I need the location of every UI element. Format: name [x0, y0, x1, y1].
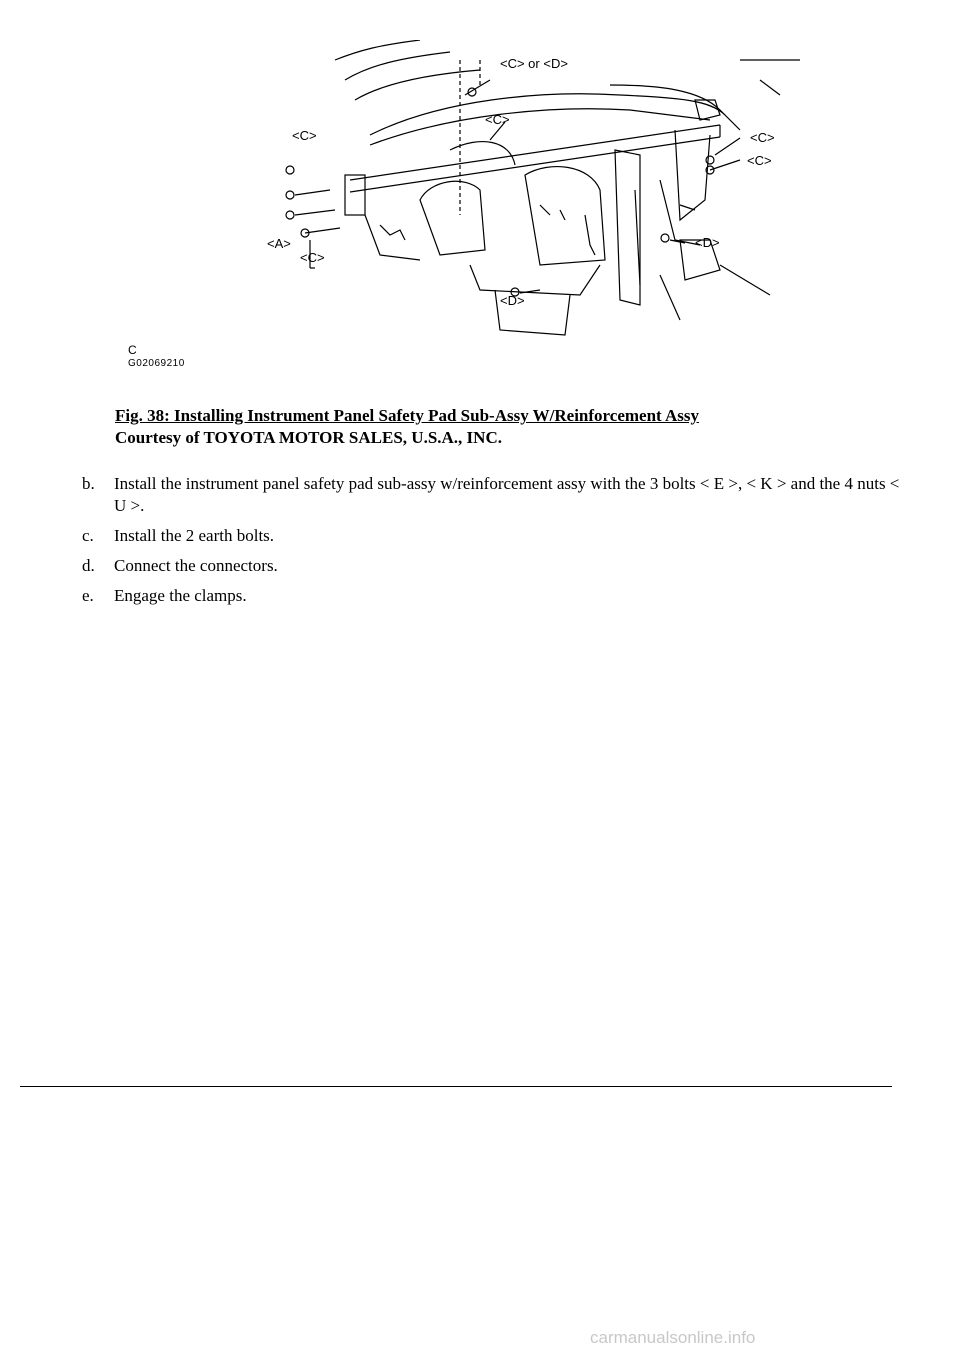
step-marker: e. [82, 586, 94, 605]
label-d-right: <D> [695, 235, 720, 250]
step-text: Connect the connectors. [114, 556, 278, 575]
label-c-right-1: <C> [750, 130, 775, 145]
step-text: Install the instrument panel safety pad sub-assy w/reinforcement assy with the 3 bolts < E >, < K > and the 4 nuts < U >. [114, 474, 900, 515]
callout-labels [267, 56, 775, 308]
footer-watermark: carmanualsonline.info [590, 1328, 756, 1347]
page-divider [20, 1086, 892, 1087]
diagram-linework [286, 40, 800, 335]
label-c-top-center: <C> [485, 112, 510, 127]
procedure-steps [82, 473, 902, 615]
diagram-svg [120, 40, 800, 385]
label-c-right-2: <C> [747, 153, 772, 168]
label-d-bottom: <D> [500, 293, 525, 308]
figure-corner-mark: C [128, 343, 137, 357]
label-c-or-d: <C> or <D> [500, 56, 568, 71]
step-item [82, 525, 902, 547]
label-c-left-top: <C> [292, 128, 317, 143]
step-text: Install the 2 earth bolts. [114, 526, 275, 545]
step-text: Engage the clamps. [114, 586, 247, 605]
caption-courtesy: Courtesy of TOYOTA MOTOR SALES, U.S.A., INC. [115, 428, 502, 447]
step-item [82, 585, 902, 607]
step-item [82, 473, 902, 517]
step-marker: c. [82, 526, 94, 545]
caption-title: Fig. 38: Installing Instrument Panel Safety Pad Sub-Assy W/Reinforcement Assy [115, 406, 700, 425]
step-marker: b. [82, 474, 95, 493]
step-marker: d. [82, 556, 95, 575]
label-a-left: <A> [267, 236, 291, 251]
instrument-panel-diagram [120, 40, 800, 385]
label-c-left-bottom: <C> [300, 250, 325, 265]
step-item [82, 555, 902, 577]
figure-code: G02069210 [128, 358, 185, 369]
figure-caption [115, 405, 699, 449]
